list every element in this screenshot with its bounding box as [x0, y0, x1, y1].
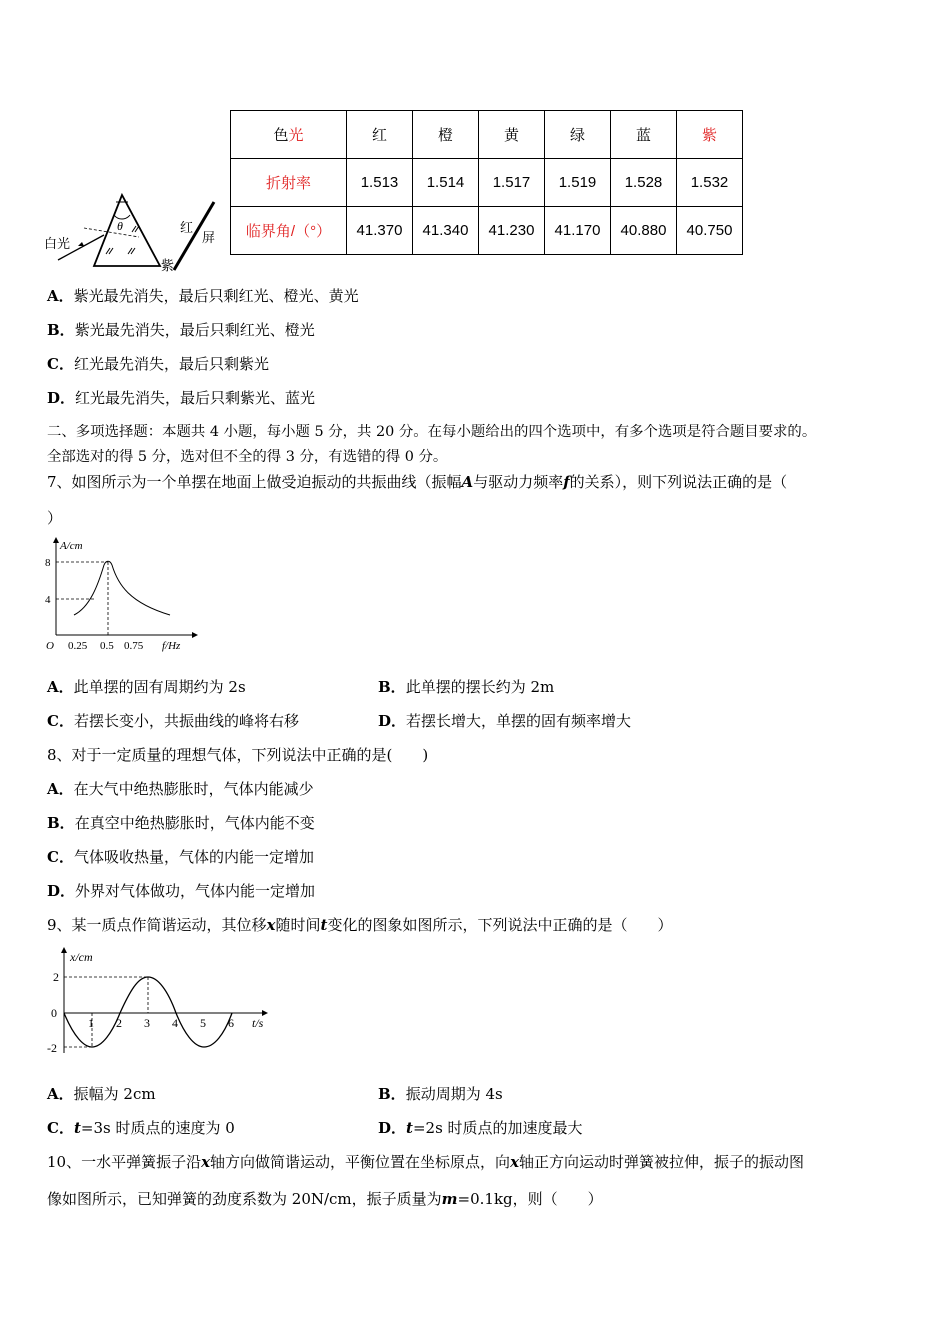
graph-xtick: 0.75 — [124, 640, 144, 652]
table-cell: 1.519 — [545, 159, 611, 207]
color-yellow: 黄 — [479, 111, 545, 159]
q7-option-a: A．此单摆的固有周期约为 2s — [47, 678, 246, 696]
resonance-graph — [40, 535, 200, 655]
color-blue: 蓝 — [611, 111, 677, 159]
label-screen: 屏 — [202, 230, 216, 245]
q6-option-b: B．紫光最先消失，最后只剩红光、橙光 — [47, 321, 315, 339]
graph-ylabel: A/cm — [60, 540, 83, 552]
resonance-curve — [74, 561, 170, 615]
table-cell: 41.170 — [545, 207, 611, 255]
section2-line2: 全部选对的得 5 分，选对但不全的得 3 分，有选错的得 0 分。 — [47, 449, 448, 465]
table-cell: 41.370 — [347, 207, 413, 255]
q7-stem: 7、如图所示为一个单摆在地面上做受迫振动的共振曲线（振幅A与驱动力频率f的关系），则下列说法正确的是（ — [47, 473, 788, 491]
graph-xtick: 2 — [116, 1016, 122, 1030]
header-label: 色光 — [231, 111, 347, 159]
q9-option-b: B．振动周期为 4s — [378, 1085, 503, 1103]
prism-triangle — [94, 195, 160, 266]
table-cell: 40.750 — [677, 207, 743, 255]
refraction-label: 折射率 — [231, 159, 347, 207]
graph-xlabel: f/Hz — [162, 640, 181, 652]
table-cell: 1.532 — [677, 159, 743, 207]
label-violet: 紫 — [161, 258, 175, 273]
q8-stem: 8、对于一定质量的理想气体，下列说法中正确的是( ) — [47, 746, 429, 764]
graph-xtick: 3 — [144, 1016, 150, 1030]
critical-label: 临界角/（°） — [231, 207, 347, 255]
q6-option-c: C．红光最先消失，最后只剩紫光 — [47, 355, 269, 373]
q8-option-c: C．气体吸收热量，气体的内能一定增加 — [47, 848, 314, 866]
graph-ytick: 8 — [45, 557, 51, 569]
q9-stem: 9、某一质点作简谐运动，其位移x随时间t变化的图象如图所示，下列说法中正确的是（ ） — [47, 916, 673, 934]
table-cell: 41.340 — [413, 207, 479, 255]
table-cell: 41.230 — [479, 207, 545, 255]
q9-option-c: C．t=3s 时质点的速度为 0 — [47, 1119, 235, 1137]
table-row-refraction — [231, 159, 743, 207]
table-row-critical — [231, 207, 743, 255]
q10-stem-line2: 像如图所示，已知弹簧的劲度系数为 20N/cm，振子质量为m=0.1kg，则（ ） — [47, 1190, 603, 1208]
q9-option-d: D．t=2s 时质点的加速度最大 — [378, 1119, 583, 1137]
graph-xlabel: t/s — [252, 1016, 264, 1030]
color-orange: 橙 — [413, 111, 479, 159]
graph-xtick: 6 — [228, 1016, 234, 1030]
q7-option-b: B．此单摆的摆长约为 2m — [378, 678, 555, 696]
color-green: 绿 — [545, 111, 611, 159]
graph-ytick: -2 — [47, 1041, 57, 1055]
q8-option-d: D．外界对气体做功，气体内能一定增加 — [47, 882, 316, 900]
graph-xtick: 4 — [172, 1016, 178, 1030]
q7-option-d: D．若摆长增大，单摆的固有频率增大 — [378, 712, 632, 730]
q8-option-a: A．在大气中绝热膨胀时，气体内能减少 — [47, 780, 314, 798]
q6-option-d: D．红光最先消失，最后只剩紫光、蓝光 — [47, 389, 316, 407]
table-row-header — [231, 111, 743, 159]
graph-xtick: 1 — [88, 1016, 94, 1030]
q6-option-a: A．紫光最先消失，最后只剩红光、橙光、黄光 — [47, 287, 359, 305]
label-red: 红 — [180, 220, 194, 235]
graph-ylabel: x/cm — [70, 950, 93, 964]
graph-ytick: 2 — [53, 970, 59, 984]
color-violet: 紫 — [677, 111, 743, 159]
graph-xtick: 5 — [200, 1016, 206, 1030]
q10-stem-line1: 10、一水平弹簧振子沿x轴方向做简谐运动，平衡位置在坐标原点，向x轴正方向运动时弹簧被拉伸，振子的振动图 — [47, 1153, 805, 1171]
table-cell: 1.513 — [347, 159, 413, 207]
color-red: 红 — [347, 111, 413, 159]
label-theta: θ — [117, 219, 123, 233]
q8-option-b: B．在真空中绝热膨胀时，气体内能不变 — [47, 814, 315, 832]
refraction-table — [230, 110, 743, 255]
graph-origin: O — [46, 640, 54, 652]
shm-graph — [44, 945, 274, 1060]
prism-figure — [44, 190, 224, 275]
q9-option-a: A．振幅为 2cm — [47, 1085, 156, 1103]
graph-origin: 0 — [51, 1006, 57, 1020]
section2-line1: 二、多项选择题：本题共 4 小题，每小题 5 分，共 20 分。在每小题给出的四个选项中，有多个选项是符合题目要求的。 — [47, 424, 817, 440]
graph-xtick: 0.25 — [68, 640, 88, 652]
table-cell: 40.880 — [611, 207, 677, 255]
q7-stem-end: ） — [47, 509, 63, 527]
graph-ytick: 4 — [45, 594, 51, 606]
label-white-light: 白光 — [44, 236, 71, 251]
graph-xtick: 0.5 — [100, 640, 114, 652]
table-cell: 1.514 — [413, 159, 479, 207]
table-cell: 1.528 — [611, 159, 677, 207]
table-cell: 1.517 — [479, 159, 545, 207]
q7-option-c: C．若摆长变小，共振曲线的峰将右移 — [47, 712, 299, 730]
